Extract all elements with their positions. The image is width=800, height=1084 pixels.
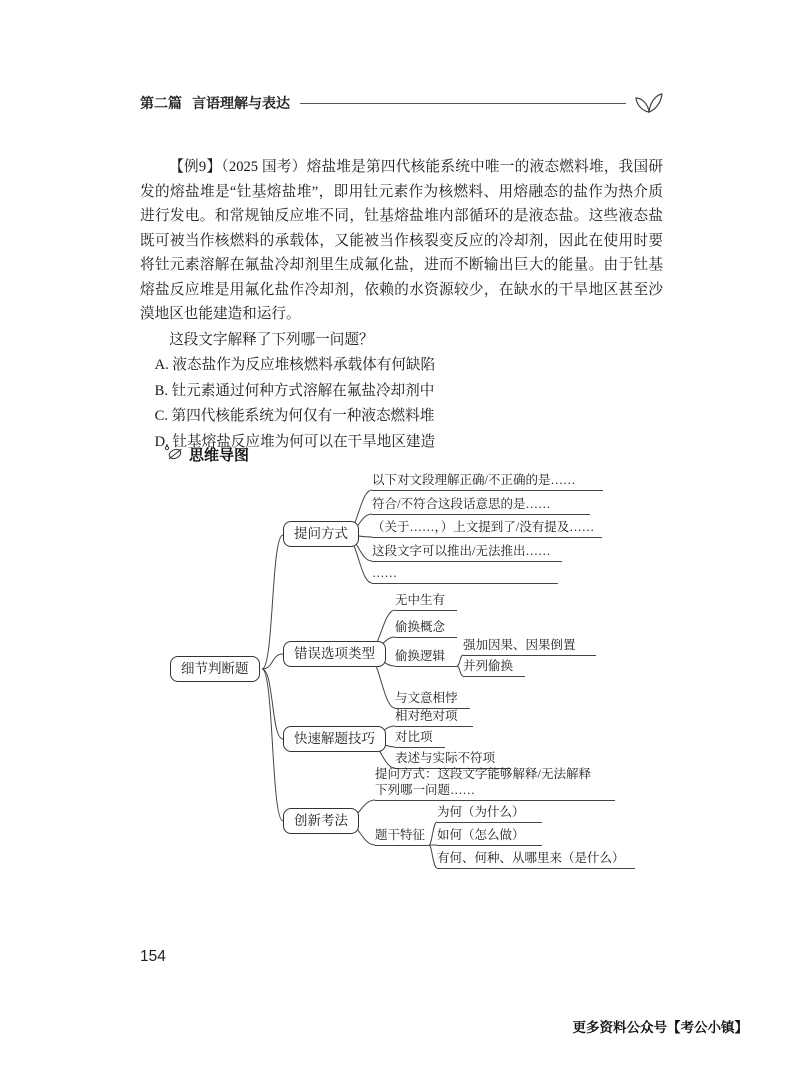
mindmap-heading-label: 思维导图 [189, 447, 250, 464]
pen-icon [164, 445, 183, 465]
mindmap-branch-wrong-option-types: 错误选项类型 [283, 641, 386, 667]
mindmap-leaf: 以下对文段理解正确/不正确的是…… [372, 472, 603, 491]
mindmap-leaf: 对比项 [395, 729, 445, 748]
header-divider [300, 103, 626, 104]
mindmap-leaf-line1: 提问方式：这段文字能够解释/无法解释 [375, 767, 591, 781]
mindmap-leaf: 相对绝对项 [395, 708, 473, 727]
mindmap-subleaf: 如何（怎么做） [437, 827, 542, 846]
mindmap-heading [164, 444, 249, 465]
mindmap-branch-quick-techniques: 快速解题技巧 [283, 726, 386, 752]
example-block [140, 155, 663, 454]
example-question: 这段文字解释了下列哪一问题？ [169, 331, 374, 348]
mindmap-leaf [375, 766, 615, 801]
watermark-text: 更多资料公众号【考公小镇】 [572, 1020, 748, 1035]
chapter-title: 言语理解与表达 [192, 95, 290, 111]
mindmap-subleaf: 强加因果、因果倒置 [463, 637, 596, 656]
mindmap-branch-question-style: 提问方式 [283, 521, 359, 547]
mindmap-leaf: 偷换概念 [395, 619, 457, 638]
mindmap-leaf: 无中生有 [395, 592, 457, 611]
section-label: 第二篇 [140, 95, 182, 111]
option-a: A. 液态盐作为反应堆核燃料承载体有何缺陷 [154, 357, 436, 373]
mindmap-leaf: 偷换逻辑 [395, 648, 457, 667]
page-header [140, 92, 664, 114]
mindmap-leaf-stem-feature: 题干特征 [375, 827, 429, 846]
option-d: D. 钍基熔盐反应堆为何可以在干旱地区建造 [154, 433, 436, 450]
mindmap-leaf: （关于……，）上文提到了/没有提及…… [372, 519, 602, 538]
option-b: B. 钍元素通过何种方式溶解在氟盐冷却剂中 [154, 382, 435, 399]
mindmap-leaf: 符合/不符合这段话意思的是…… [372, 496, 590, 515]
mindmap-leaf: 表述与实际不符项 [395, 750, 510, 769]
mindmap-leaf: 与文意相悖 [395, 690, 470, 709]
mindmap-leaf: 这段文字可以推出/无法推出…… [372, 543, 562, 562]
example-paragraph: 【例9】（2025 国考）熔盐堆是第四代核能系统中唯一的液态燃料堆，我国研发的熔盐堆是“钍基熔盐堆”，即用钍元素作为核燃料、用熔融态的盐作为热介质进行发电。和常规铀反应堆不同，钍基熔盐堆内部循环的是液态盐。这些液态盐既可被当作核燃料的承载体，又能被当作核裂变反应的冷却剂，因此在使用时要将钍元素溶解在氟盐冷却剂里生成氟化盐，进而不断输出巨大的能量。由于钍基熔盐反应堆是用氟化盐作冷却剂，依赖的水资源较少，在缺水的干旱地区甚至沙漠地区也能建造和运行。 [140, 159, 663, 322]
option-c: C. 第四代核能系统为何仅有一种液态燃料堆 [154, 408, 435, 424]
page-number: 154 [140, 948, 166, 965]
mindmap-leaf-line2: 下列哪一问题…… [375, 783, 476, 797]
mindmap-subleaf: 为何（为什么） [437, 804, 542, 823]
mindmap-subleaf: 有何、何种、从哪里来（是什么） [437, 850, 635, 869]
mindmap-branch-new-exam-style: 创新考法 [283, 808, 359, 834]
leaf-icon [634, 92, 664, 114]
mindmap-subleaf: 并列偷换 [463, 658, 525, 677]
mindmap-root-node: 细节判断题 [170, 656, 260, 682]
mindmap-leaf: …… [372, 565, 558, 584]
